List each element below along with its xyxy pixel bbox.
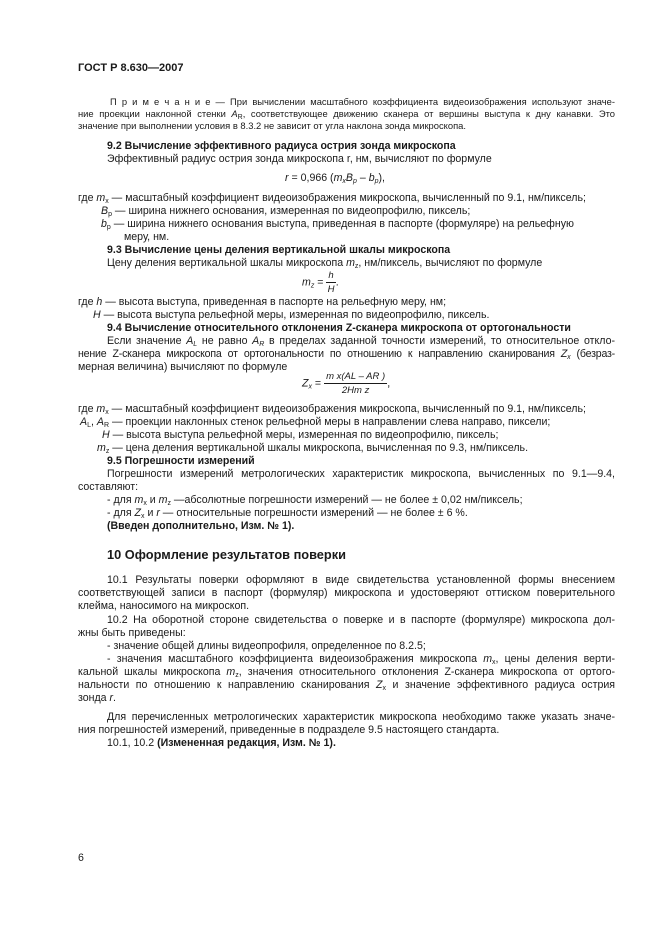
note-line-1: П р и м е ч а н и е — При вычислении масштабного коэффициента видеоизображения используют значе- — [110, 96, 615, 107]
note-line-3: значение при выполнении условия в 8.3.2 не зависит от угла наклона зонда микроскопа. — [78, 120, 466, 131]
formula-zx: $Z_x$ = $\frac{\text{m x(AL – AR )}}{\text{2Hm z}}$ , — [302, 371, 391, 396]
section-9-5-heading: 9.5 Погрешности измерений — [107, 455, 255, 467]
amendment-note-1: (Введен дополнительно, Изм. № 1). — [107, 520, 295, 532]
def-bp-cont: меру, нм. — [124, 231, 170, 243]
def-H-2: H — высота выступа рельефной меры, измеренная по видеопрофилю, пиксель; — [102, 429, 499, 441]
section-9-5-line-2: составляют: — [78, 481, 139, 493]
section-9-5-line-1: Погрешности измерений метрологических характеристик микроскопа, вычисленных по 9.1—9.4, — [107, 468, 615, 480]
def-mx-2: где $m_x$ — масштабный коэффициент видеоизображения микроскопа, вычисленный по 9.1, нм/пиксель; — [78, 403, 586, 416]
section-9-3-heading: 9.3 Вычисление цены деления вертикальной шкалы микроскопа — [107, 244, 451, 256]
section-9-3-intro: Цену деления вертикальной шкалы микроскопа $m_z$, нм/пиксель, вычисляют по формуле — [107, 257, 543, 270]
p10-2-line-1: 10.2 На оборотной стороне свидетельства о поверке и в паспорте (формуляре) микроскопа дол- — [107, 614, 615, 626]
p10-3-line-2: ния погрешностей измерений, приведенные в подразделе 9.5 настоящего стандарта. — [78, 724, 500, 736]
amendment-note-2: 10.1, 10.2 (Измененная редакция, Изм. № 1). — [107, 737, 336, 749]
section-9-4-line-2: нение Z-сканера микроскопа от ортогональности по отношению к направлению сканирования $Z_x$ (безраз- — [78, 348, 615, 361]
section-9-4-line-1: Если значение $A_L$ не равно $A_R$ в пределах заданной точности измерений, то относительное откло- — [107, 335, 616, 348]
bullet-zx-r: - для $Z_x$ и r — относительные погрешности измерений — не более ± 6 %. — [107, 507, 468, 520]
section-9-2-heading: 9.2 Вычисление эффективного радиуса острия зонда микроскопа — [107, 140, 456, 152]
p10-2-bullet-2-line-2: кальной шкалы микроскопа $m_z$, значения относительного отклонения Z-сканера микроскопа от ортого- — [78, 666, 615, 679]
formula-mz: $m_z$ = $\frac{h}{H}$ . — [302, 270, 339, 295]
def-Bp: $B_p$ — ширина нижнего основания, измеренная по видеопрофилю, пиксель; — [101, 205, 471, 218]
p10-1-line-2: соответствующей записи в паспорт (формуляр) микроскопа и удостоверяют оттиском поверительного — [78, 587, 615, 599]
def-h: где h — высота выступа, приведенная в паспорте на рельефную меру, нм; — [78, 296, 447, 308]
note-line-2: ние проекции наклонной стенки $A_R$, соответствующее движению сканера от вершины выступа к дну канавки. Это — [78, 108, 616, 121]
section-9-4-heading: 9.4 Вычисление относительного отклонения Z-сканера микроскопа от ортогональности — [107, 322, 571, 334]
p10-2-bullet-2-line-3: нальности по отношению к направлению сканирования $Z_x$ и значение эффективного радиуса острия — [78, 679, 615, 692]
section-10-heading: 10 Оформление результатов поверки — [107, 547, 347, 562]
p10-2-bullet-2-line-1: - значения масштабного коэффициента видеоизображения микроскопа $m_x$, цены деления верти- — [107, 653, 615, 666]
p10-1-line-1: 10.1 Результаты поверки оформляют в виде свидетельства установленной формы внесением — [107, 574, 615, 586]
def-bp: $b_p$ — ширина нижнего основания выступа, приведенная в паспорте (формуляре) на рельефную — [101, 218, 574, 231]
section-9-2-intro: Эффективный радиус острия зонда микроскопа r, нм, вычисляют по формуле — [107, 153, 492, 165]
p10-1-line-3: клейма, наносимого на микроскоп. — [78, 600, 250, 612]
def-mx: где $m_x$ — масштабный коэффициент видеоизображения микроскопа, вычисленный по 9.1, нм/пиксель; — [78, 192, 586, 205]
p10-2-line-2: жны быть приведены: — [78, 627, 186, 639]
section-9-4-line-3: мерная величина) вычисляют по формуле — [78, 361, 288, 373]
page-number: 6 — [78, 852, 84, 864]
bullet-mx-mz: - для $m_x$ и $m_z$ —абсолютные погрешности измерений — не более ± 0,02 нм/пиксель; — [107, 494, 523, 507]
def-mz: $m_z$ — цена деления вертикальной шкалы микроскопа, вычисленная по 9.3, нм/пиксель. — [97, 442, 529, 455]
def-AL-AR: $A_L$, $A_R$ — проекции наклонных стенок рельефной меры в направлении слева направо, пиксели; — [80, 416, 551, 429]
document-id: ГОСТ Р 8.630—2007 — [78, 62, 184, 74]
p10-3-line-1: Для перечисленных метрологических характеристик микроскопа необходимо также указать значе- — [107, 711, 615, 723]
formula-r: r = 0,966 $(m_xB_p - b_p)$, — [285, 172, 385, 185]
def-H: H — высота выступа рельефной меры, измеренная по видеопрофилю, пиксель. — [93, 309, 490, 321]
p10-2-bullet-2-line-4: зонда r. — [78, 692, 116, 704]
p10-2-bullet-1: - значение общей длины видеопрофиля, определенное по 8.2.5; — [107, 640, 426, 652]
